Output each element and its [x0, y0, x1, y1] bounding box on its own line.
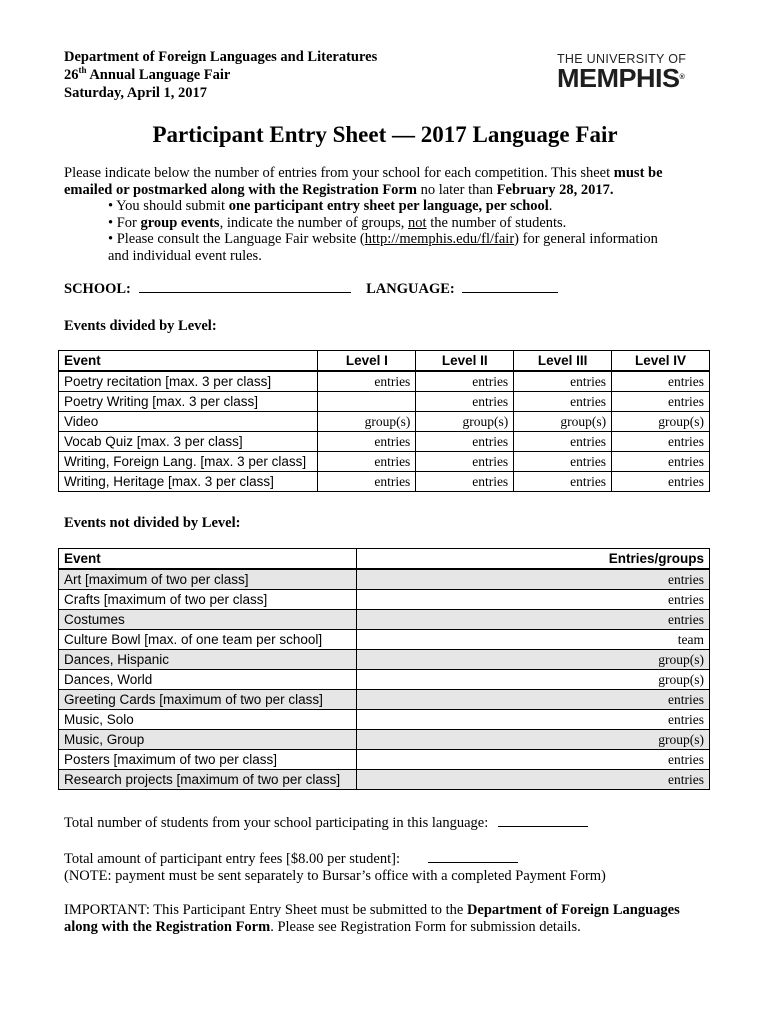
entry-cell[interactable]: entries: [514, 452, 612, 472]
school-label: SCHOOL:: [64, 281, 131, 297]
entry-cell[interactable]: entries: [318, 472, 416, 492]
entry-cell[interactable]: entries: [356, 569, 709, 590]
entry-cell[interactable]: entries: [612, 432, 710, 452]
entry-cell[interactable]: entries: [612, 472, 710, 492]
entry-cell[interactable]: entries: [356, 610, 709, 630]
table-row: [59, 392, 710, 412]
entry-cell[interactable]: [318, 392, 416, 412]
event-name: Dances, World: [59, 670, 357, 690]
school-language-fields: [64, 278, 558, 298]
event-name: Posters [maximum of two per class]: [59, 750, 357, 770]
unleveled-events-heading: Events not divided by Level:: [64, 515, 241, 531]
entry-cell[interactable]: entries: [318, 452, 416, 472]
instruction-bullet: • For group events, indicate the number of groups, not the number of students.: [108, 214, 567, 231]
instruction-bullet: • Please consult the Language Fair website (http://memphis.edu/fl/fair) for general information: [108, 231, 658, 247]
column-header: Entries/groups: [356, 549, 709, 570]
language-label: LANGUAGE:: [366, 281, 455, 297]
entry-cell[interactable]: team: [356, 630, 709, 650]
total-students-row: [64, 814, 588, 832]
total-students-field[interactable]: [498, 814, 588, 827]
leveled-events-heading: Events divided by Level:: [64, 318, 217, 334]
entry-cell[interactable]: entries: [356, 710, 709, 730]
event-name: Costumes: [59, 610, 357, 630]
page-title: Participant Entry Sheet — 2017 Language Fair: [152, 122, 618, 147]
column-header: Event: [59, 549, 357, 570]
total-students-label: Total number of students from your school participating in this language:: [64, 815, 489, 831]
website-link[interactable]: http://memphis.edu/fl/fair: [364, 231, 515, 247]
leveled-events-table: [58, 350, 710, 492]
total-fees-field[interactable]: [428, 850, 518, 863]
entry-cell[interactable]: entries: [356, 750, 709, 770]
event-name: Writing, Foreign Lang. [max. 3 per class]: [59, 452, 318, 472]
table-row: [59, 670, 710, 690]
table-row: [59, 710, 710, 730]
table-header-row: [59, 549, 710, 570]
table-row: [59, 770, 710, 790]
table-row: [59, 750, 710, 770]
entry-cell[interactable]: group(s): [356, 670, 709, 690]
table-header-row: [59, 351, 710, 372]
total-fees-label: Total amount of participant entry fees [$8.00 per student]:: [64, 851, 401, 867]
table-row: [59, 452, 710, 472]
event-name: Music, Group: [59, 730, 357, 750]
event-name: Writing, Heritage [max. 3 per class]: [59, 472, 318, 492]
table-row: [59, 590, 710, 610]
table-row: [59, 690, 710, 710]
entry-cell[interactable]: entries: [612, 392, 710, 412]
event-name: Poetry Writing [max. 3 per class]: [59, 392, 318, 412]
column-header: Level II: [416, 351, 514, 372]
column-header: Level I: [318, 351, 416, 372]
entry-cell[interactable]: entries: [356, 690, 709, 710]
entry-cell[interactable]: group(s): [416, 412, 514, 432]
entry-cell[interactable]: entries: [514, 432, 612, 452]
entry-cell[interactable]: entries: [356, 590, 709, 610]
instruction-bullet: • You should submit one participant entry sheet per language, per school.: [108, 198, 553, 214]
entry-cell[interactable]: entries: [416, 452, 514, 472]
event-name: Poetry recitation [max. 3 per class]: [59, 371, 318, 392]
column-header: Event: [59, 351, 318, 372]
event-name: Vocab Quiz [max. 3 per class]: [59, 432, 318, 452]
table-row: [59, 432, 710, 452]
entry-cell[interactable]: group(s): [356, 650, 709, 670]
event-name: Video: [59, 412, 318, 432]
event-name: Art [maximum of two per class]: [59, 569, 357, 590]
total-fees-row: [64, 850, 606, 885]
entry-cell[interactable]: entries: [612, 371, 710, 392]
instructions: [64, 165, 714, 264]
payment-note: (NOTE: payment must be sent separately to Bursar’s office with a completed Payment Form): [64, 868, 606, 884]
fair-date: Saturday, April 1, 2017: [64, 85, 208, 101]
event-name: Greeting Cards [maximum of two per class]: [59, 690, 357, 710]
table-row: [59, 630, 710, 650]
event-name: Research projects [maximum of two per class]: [59, 770, 357, 790]
entry-cell[interactable]: entries: [416, 371, 514, 392]
entry-cell[interactable]: entries: [356, 770, 709, 790]
table-row: [59, 412, 710, 432]
table-row: [59, 371, 710, 392]
language-field[interactable]: [462, 278, 558, 293]
entry-cell[interactable]: group(s): [612, 412, 710, 432]
column-header: Level III: [514, 351, 612, 372]
column-header: Level IV: [612, 351, 710, 372]
unleveled-events-table: [58, 548, 710, 790]
entry-cell[interactable]: entries: [416, 472, 514, 492]
instruction-continuation: and individual event rules.: [108, 247, 262, 264]
entry-cell[interactable]: group(s): [318, 412, 416, 432]
important-note: IMPORTANT: This Participant Entry Sheet must be submitted to the Department of Foreign Languages along with the Registration Form. Please see Registration Form for submission details.: [64, 902, 680, 935]
entry-cell[interactable]: entries: [612, 452, 710, 472]
table-row: [59, 730, 710, 750]
entry-cell[interactable]: group(s): [514, 412, 612, 432]
table-row: [59, 610, 710, 630]
entry-cell[interactable]: entries: [416, 392, 514, 412]
event-name: Crafts [maximum of two per class]: [59, 590, 357, 610]
entry-cell[interactable]: group(s): [356, 730, 709, 750]
entry-cell[interactable]: entries: [416, 432, 514, 452]
event-name: Dances, Hispanic: [59, 650, 357, 670]
entry-cell[interactable]: entries: [514, 392, 612, 412]
document-header: [64, 48, 377, 102]
fair-title: 26th Annual Language Fair: [64, 65, 231, 83]
entry-cell[interactable]: entries: [514, 472, 612, 492]
school-field[interactable]: [139, 278, 351, 293]
event-name: Music, Solo: [59, 710, 357, 730]
department-name: Department of Foreign Languages and Literatures: [64, 49, 378, 65]
table-row: [59, 569, 710, 590]
entry-cell[interactable]: entries: [514, 371, 612, 392]
table-row: [59, 472, 710, 492]
table-row: [59, 650, 710, 670]
entry-cell[interactable]: entries: [318, 432, 416, 452]
university-logo: THE UNIVERSITY OF MEMPHIS®: [557, 52, 687, 93]
entry-cell[interactable]: entries: [318, 371, 416, 392]
instructions-paragraph: Please indicate below the number of entries from your school for each competition. This sheet must be emailed or postmarked along with the Registration Form no later than February 28, 2017.: [64, 165, 663, 198]
event-name: Culture Bowl [max. of one team per school]: [59, 630, 357, 650]
